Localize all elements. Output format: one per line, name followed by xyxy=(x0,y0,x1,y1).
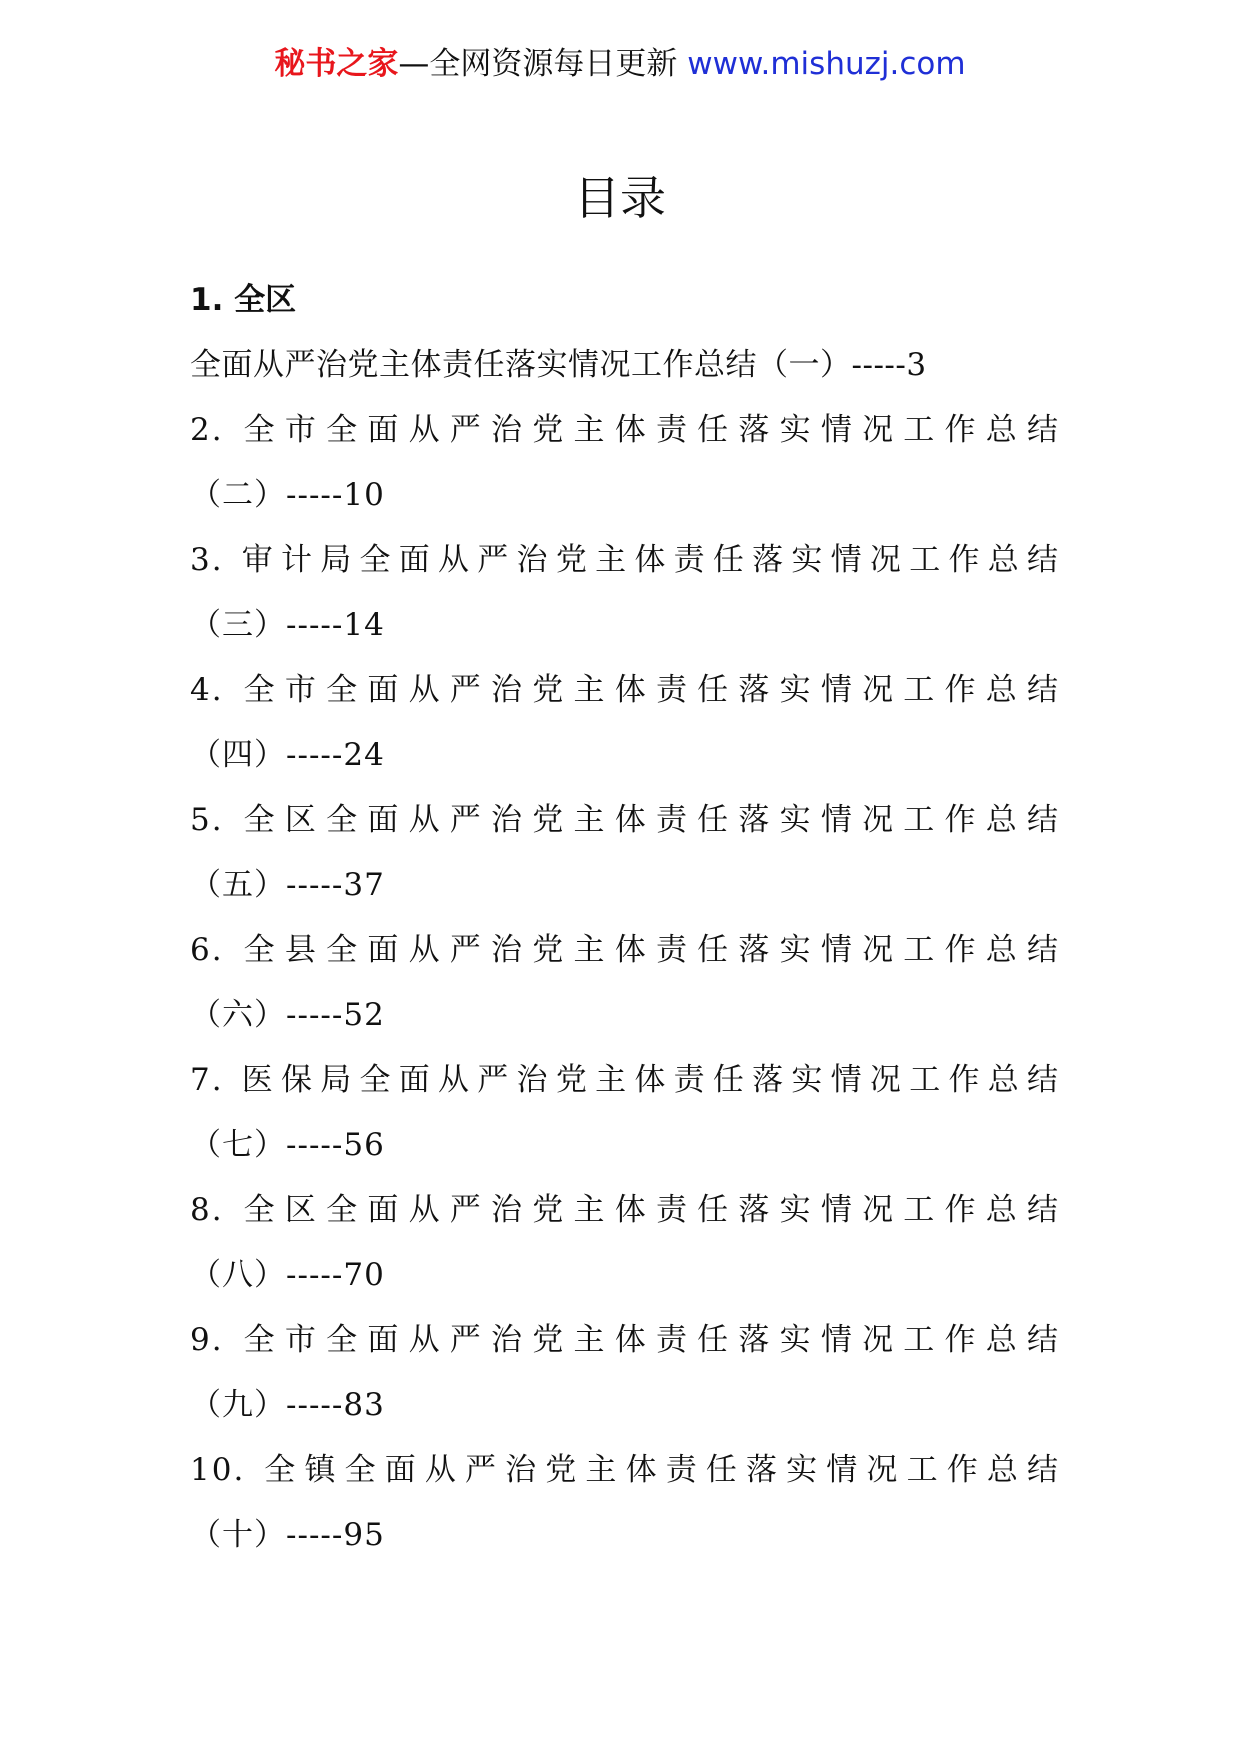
toc-entry-3-page[interactable]: （三）-----14 xyxy=(190,607,385,643)
toc-entry-7-page[interactable]: （七）-----56 xyxy=(190,1127,385,1163)
toc-entry-4-page[interactable]: （四）-----24 xyxy=(190,737,385,773)
site-url-link[interactable]: www.mishuzj.com xyxy=(687,46,966,82)
toc-entry-2-title[interactable]: 2. 全市全面从严治党主体责任落实情况工作总结 xyxy=(190,412,1060,448)
toc-entry-5-page[interactable]: （五）-----37 xyxy=(190,867,385,903)
toc-entry-9-page[interactable]: （九）-----83 xyxy=(190,1387,385,1423)
toc-entry-2-page[interactable]: （二）-----10 xyxy=(190,477,385,513)
toc-entry-6-page[interactable]: （六）-----52 xyxy=(190,997,385,1033)
toc-entry-10-title[interactable]: 10. 全镇全面从严治党主体责任落实情况工作总结 xyxy=(190,1452,1060,1488)
page-title: 目录 xyxy=(574,171,666,225)
table-of-contents xyxy=(190,268,1060,1568)
toc-entry-3-title[interactable]: 3. 审计局全面从严治党主体责任落实情况工作总结 xyxy=(190,542,1060,578)
toc-entry-7-title[interactable]: 7. 医保局全面从严治党主体责任落实情况工作总结 xyxy=(190,1062,1060,1098)
section-heading: 1. 全区 xyxy=(190,282,297,318)
toc-entry-8-page[interactable]: （八）-----70 xyxy=(190,1257,385,1293)
toc-entry-9-title[interactable]: 9. 全市全面从严治党主体责任落实情况工作总结 xyxy=(190,1322,1060,1358)
toc-entry-6-title[interactable]: 6. 全县全面从严治党主体责任落实情况工作总结 xyxy=(190,932,1060,968)
header-tagline: —全网资源每日更新 xyxy=(398,46,678,82)
brand-name: 秘书之家 xyxy=(274,46,399,82)
toc-entry-4-title[interactable]: 4. 全市全面从严治党主体责任落实情况工作总结 xyxy=(190,672,1060,708)
toc-entry-5-title[interactable]: 5. 全区全面从严治党主体责任落实情况工作总结 xyxy=(190,802,1060,838)
toc-entry-8-title[interactable]: 8. 全区全面从严治党主体责任落实情况工作总结 xyxy=(190,1192,1060,1228)
toc-entry-10-page[interactable]: （十）-----95 xyxy=(190,1517,385,1553)
site-header xyxy=(0,42,1240,86)
toc-entry-1[interactable]: 全面从严治党主体责任落实情况工作总结（一）-----3 xyxy=(190,347,927,383)
